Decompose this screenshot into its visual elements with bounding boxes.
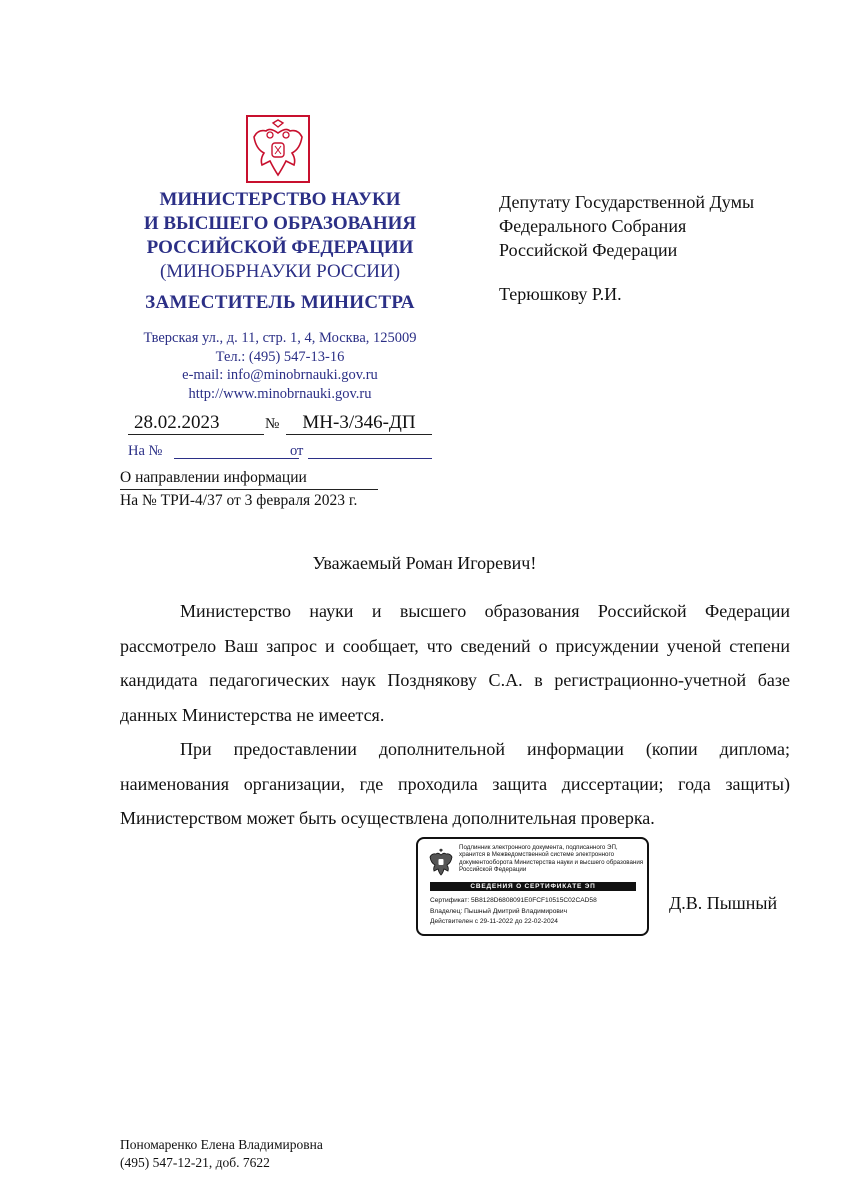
certificate-number: Сертификат: 5B8128D6808091E0FCF10515C02CAD58 (430, 897, 597, 904)
stamp-band: СВЕДЕНИЯ О СЕРТИФИКАТЕ ЭП (430, 882, 636, 891)
executor-name: Пономаренко Елена Владимировна (120, 1137, 323, 1152)
reference-row (128, 442, 438, 462)
from-label: от (290, 443, 304, 459)
recipient-name: Терюшкову Р.И. (499, 284, 622, 304)
phone: Тел.: (495) 547-13-16 (215, 348, 345, 365)
coat-of-arms-icon (246, 115, 310, 183)
subject-line: О направлении информации (120, 468, 378, 490)
ministry-name (108, 188, 452, 284)
stamp-fields (430, 896, 645, 928)
certificate-owner: Владелец: Пышный Дмитрий Владимирович (430, 907, 568, 915)
from-blank-line (308, 458, 432, 459)
in-reply-to: На № ТРИ-4/37 от 3 февраля 2023 г. (120, 492, 358, 509)
letter-body (120, 594, 790, 836)
executor-block (120, 1136, 323, 1172)
e-signature-stamp (416, 837, 649, 936)
number-sign: № (265, 416, 280, 432)
reference-blank-line (174, 458, 299, 459)
address: Тверская ул., д. 11, стр. 1, 4, Москва, 125009 (143, 330, 417, 346)
contact-block (108, 329, 452, 403)
website: http://www.minobrnauki.gov.ru (188, 385, 372, 402)
ministry-line: И ВЫСШЕГО ОБРАЗОВАНИЯ (143, 213, 417, 234)
greeting: Уважаемый Роман Игоревич! (312, 553, 537, 573)
recipient-line: Федерального Собрания (499, 216, 687, 236)
certificate-validity: Действителен с 29-11-2022 до 22-02-2024 (430, 918, 558, 925)
document-number: МН-3/346-ДП (286, 412, 432, 435)
recipient-block (499, 190, 819, 262)
body-paragraph: Министерство науки и высшего образования Российской Федерации рассмотрело Ваш запрос и сообщает, что сведений о присуждении ученой степени кандидата педагогических наук Позднякову С.А. в регистрационно-учетной базе данных Министерства не имеется. (120, 601, 790, 725)
signer-name: Д.В. Пышный (669, 893, 778, 913)
stamp-description: Подлинник электронного документа, подписанного ЭП, хранится в Межведомственной системе электронного документооборота Министерства науки и высшего образования Российской Федерации (459, 844, 644, 874)
ministry-short-name: (МИНОБРНАУКИ РОССИИ) (159, 261, 401, 282)
recipient-line: Депутату Государственной Думы (499, 192, 755, 212)
body-paragraph: При предоставлении дополнительной информации (копии диплома; наименования организации, где проходила защита диссертации; года защиты) Министерством может быть осуществлена дополнительная проверка. (120, 739, 790, 828)
email: e-mail: info@minobrnauki.gov.ru (182, 367, 378, 383)
executor-phone: (495) 547-12-21, доб. 7622 (120, 1155, 270, 1170)
recipient-line: Российской Федерации (499, 240, 678, 260)
ministry-line: МИНИСТЕРСТВО НАУКИ (159, 189, 401, 210)
document-date: 28.02.2023 (128, 412, 264, 435)
ministry-line: РОССИЙСКОЙ ФЕДЕРАЦИИ (146, 237, 414, 258)
stamp-emblem-icon (427, 847, 455, 877)
sender-position: ЗАМЕСТИТЕЛЬ МИНИСТРА (145, 292, 415, 313)
reference-label: На № (128, 443, 163, 459)
registration-row (128, 412, 438, 438)
